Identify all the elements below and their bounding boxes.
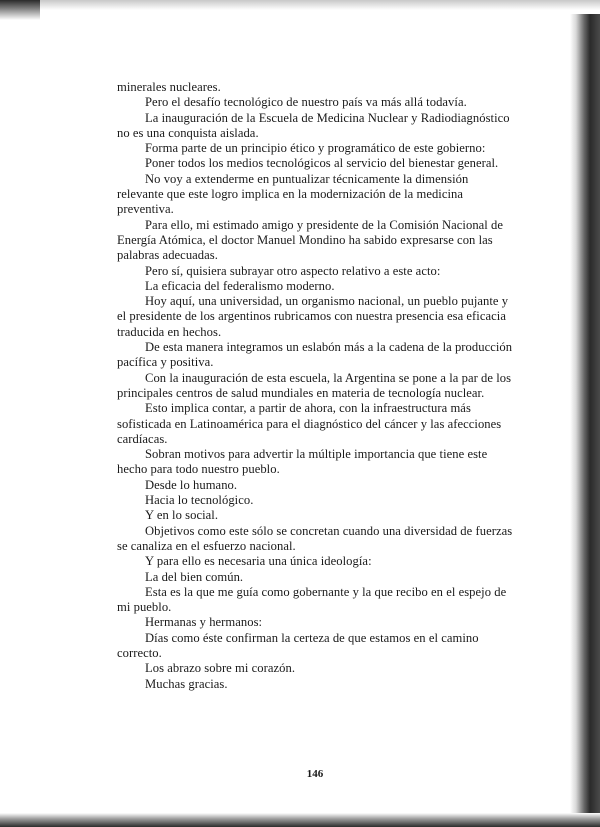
paragraph: Esto implica contar, a partir de ahora, con la infraestructura más sofisticada en Latinoamérica para el diagnóstico del cáncer y las afecciones cardíacas. bbox=[117, 401, 502, 446]
paragraph: Objetivos como este sólo se concretan cuando una diversidad de fuerzas se canaliza en el esfuerzo nacional. bbox=[117, 523, 513, 553]
paragraph: Pero el desafío tecnológico de nuestro país va más allá todavía. bbox=[145, 95, 467, 110]
scan-bottom-edge bbox=[0, 813, 600, 827]
paragraph: Y para ello es necesaria una única ideología: bbox=[145, 554, 372, 569]
scan-corner-shadow bbox=[0, 0, 40, 20]
paragraph: Hacia lo tecnológico. bbox=[145, 493, 254, 508]
paragraph: Días como éste confirman la certeza de que estamos en el camino correcto. bbox=[117, 630, 479, 660]
body-text bbox=[117, 80, 517, 692]
paragraph: No voy a extenderme en puntualizar técnicamente la dimensión relevante que este logro implica en la modernización de la medicina preventiva. bbox=[117, 171, 469, 217]
paragraph: Sobran motivos para advertir la múltiple importancia que tiene este hecho para todo nuestro pueblo. bbox=[117, 447, 488, 477]
scan-right-edge bbox=[570, 14, 600, 814]
paragraph: Muchas gracias. bbox=[145, 676, 228, 691]
paragraph: De esta manera integramos un eslabón más a la cadena de la producción pacífica y positiva. bbox=[117, 340, 513, 370]
paragraph: Y en lo social. bbox=[145, 508, 219, 523]
page-number: 146 bbox=[306, 768, 324, 780]
paragraph: Hoy aquí, una universidad, un organismo nacional, un pueblo pujante y el presidente de los argentinos rubricamos con nuestra presencia esa eficacia traducida en hechos. bbox=[117, 294, 509, 339]
paragraph: Con la inauguración de esta escuela, la Argentina se pone a la par de los principales centros de salud mundiales en materia de tecnología nuclear. bbox=[117, 370, 512, 400]
paragraph: Pero sí, quisiera subrayar otro aspecto relativo a este acto: bbox=[145, 263, 441, 278]
scan-top-shadow bbox=[40, 0, 600, 10]
paragraph: Forma parte de un principio ético y programático de este gobierno: bbox=[145, 141, 486, 156]
paragraph: minerales nucleares. bbox=[117, 80, 221, 94]
paragraph: Desde lo humano. bbox=[145, 477, 238, 492]
paragraph: Poner todos los medios tecnológicos al servicio del bienestar general. bbox=[145, 156, 499, 171]
paragraph: La del bien común. bbox=[145, 569, 244, 584]
paragraph: Los abrazo sobre mi corazón. bbox=[145, 661, 296, 676]
paragraph: Para ello, mi estimado amigo y presidente de la Comisión Nacional de Energía Atómica, el doctor Manuel Mondino ha sabido expresarse con las palabras adecuadas. bbox=[117, 217, 504, 263]
paragraph: Esta es la que me guía como gobernante y la que recibo en el espejo de mi pueblo. bbox=[117, 584, 507, 615]
paragraph: Hermanas y hermanos: bbox=[145, 615, 263, 630]
paragraph: La eficacia del federalismo moderno. bbox=[145, 278, 335, 293]
paragraph: La inauguración de la Escuela de Medicina Nuclear y Radiodiagnóstico no es una conquista aislada. bbox=[117, 110, 510, 140]
